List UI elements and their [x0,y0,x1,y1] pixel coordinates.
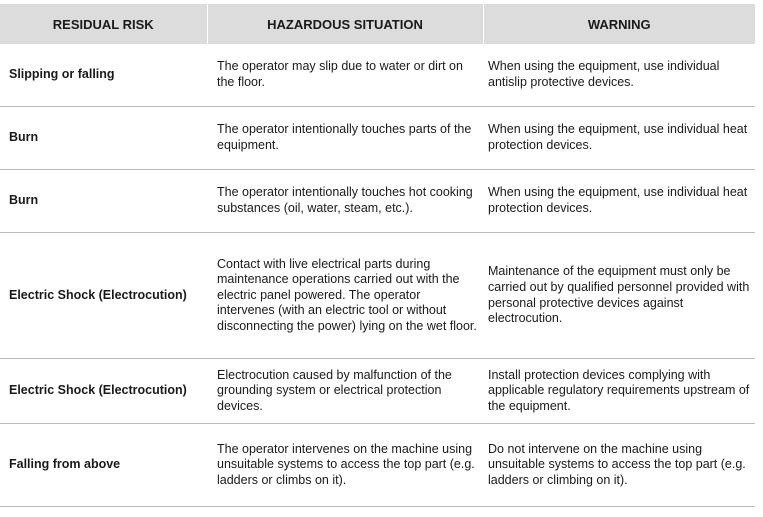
residual-risk-cell: Falling from above [0,424,207,507]
hazardous-situation-cell: The operator intentionally touches parts of the equipment. [207,107,483,170]
residual-risk-table [0,4,755,507]
warning-cell: When using the equipment, use individual heat protection devices. [483,170,755,233]
hazardous-situation-cell: The operator intentionally touches hot cooking substances (oil, water, steam, etc.). [207,170,483,233]
table-row [0,424,755,507]
residual-risk-cell: Slipping or falling [0,44,207,107]
warning-cell: Maintenance of the equipment must only be carried out by qualified personnel provided with personal protective devices against electrocution. [483,233,755,359]
residual-risk-cell: Burn [0,170,207,233]
warning-cell: Do not intervene on the machine using unsuitable systems to access the top part (e.g. ladders or climbing on it). [483,424,755,507]
header-hazardous-situation: HAZARDOUS SITUATION [207,4,483,44]
table-row [0,170,755,233]
hazardous-situation-cell: Electrocution caused by malfunction of the grounding system or electrical protection devices. [207,359,483,424]
header-warning: WARNING [483,4,755,44]
table-row [0,107,755,170]
residual-risk-cell: Electric Shock (Electrocution) [0,233,207,359]
hazardous-situation-cell: Contact with live electrical parts during maintenance operations carried out with the electric panel powered. The operator intervenes (with an electric tool or without disconnecting the power) lying on the wet floor. [207,233,483,359]
hazardous-situation-cell: The operator intervenes on the machine using unsuitable systems to access the top part (e.g. ladders or climbs on it). [207,424,483,507]
header-residual-risk: RESIDUAL RISK [0,4,207,44]
warning-cell: Install protection devices complying with applicable regulatory requirements upstream of the equipment. [483,359,755,424]
residual-risk-cell: Burn [0,107,207,170]
warning-cell: When using the equipment, use individual heat protection devices. [483,107,755,170]
table-body [0,44,755,507]
residual-risk-cell: Electric Shock (Electrocution) [0,359,207,424]
table-row [0,359,755,424]
warning-cell: When using the equipment, use individual antislip protective devices. [483,44,755,107]
header-row [0,4,755,44]
table-row [0,44,755,107]
hazardous-situation-cell: The operator may slip due to water or dirt on the floor. [207,44,483,107]
table-header [0,4,755,44]
table-row [0,233,755,359]
